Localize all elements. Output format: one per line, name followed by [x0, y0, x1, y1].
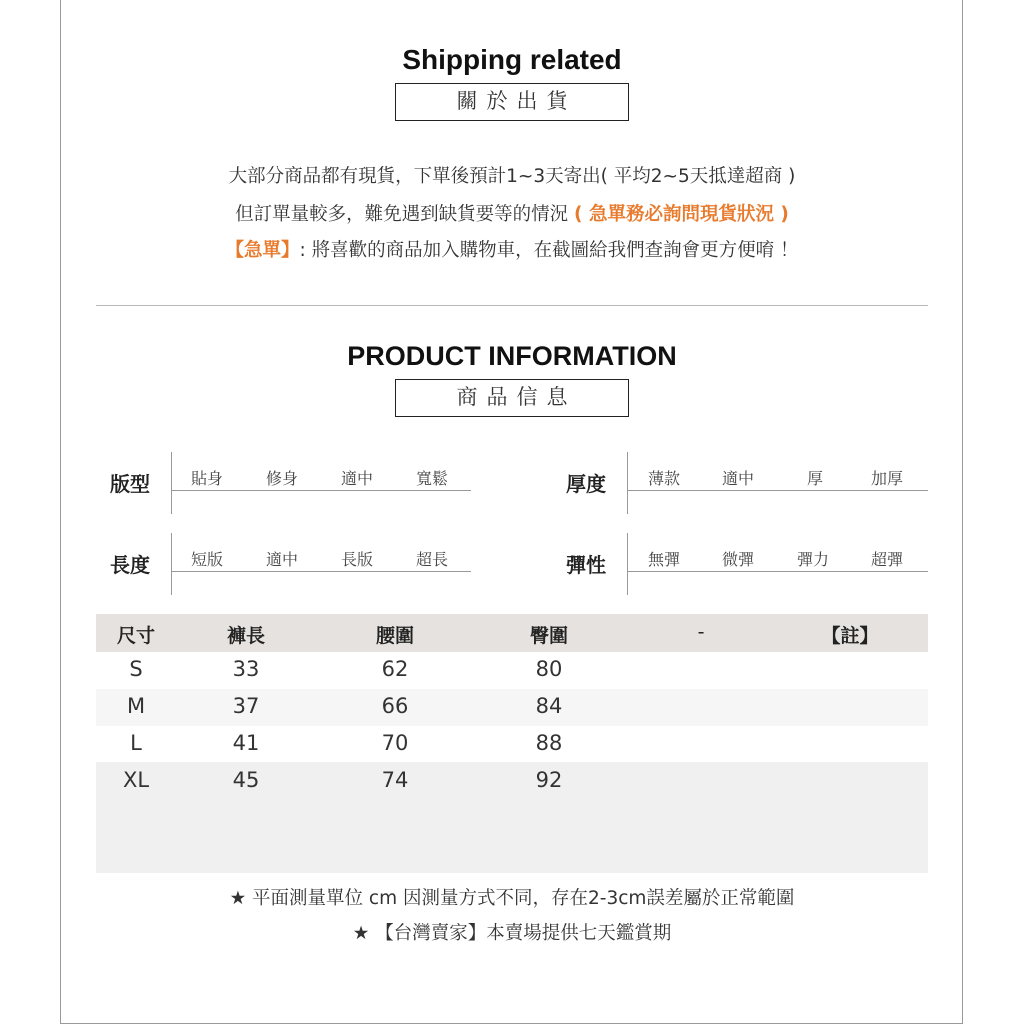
table-cell: M [126, 694, 146, 718]
table-cell: 45 [232, 768, 260, 792]
attr-thickness-option: 加厚 [871, 469, 904, 488]
attr-fit-option: 貼身 [191, 469, 224, 488]
attr-fit-option: 適中 [341, 469, 374, 488]
attr-elasticity-label: 彈性 [566, 553, 606, 577]
table-header-dash: - [697, 621, 705, 643]
shipping-line-2-text: 但訂單量較多，難免遇到缺貨要等的情況 [235, 204, 569, 225]
table-cell: L [130, 731, 142, 755]
table-cell: 92 [535, 768, 563, 792]
product-title-en: PRODUCT INFORMATION [347, 341, 677, 371]
attr-length-option: 適中 [266, 550, 299, 569]
table-cell: 33 [232, 657, 260, 681]
table-cell: S [129, 657, 143, 681]
shipping-line-3-text: : 將喜歡的商品加入購物車，在截圖給我們查詢會更方便唷 ！ [299, 240, 799, 261]
shipping-title-en: Shipping related [402, 44, 622, 75]
section-divider [96, 305, 928, 306]
attr-thickness-option: 適中 [722, 469, 755, 488]
table-cell: 88 [535, 731, 563, 755]
attr-elasticity-hline [627, 571, 928, 572]
attr-thickness-option: 厚 [807, 469, 824, 488]
shipping-line-1: 大部分商品都有現貨，下單後預計1~3天寄出( 平均2~5天抵達超商 ) [228, 166, 796, 187]
table-cell: XL [122, 768, 150, 792]
table-cell: 66 [381, 694, 409, 718]
product-title-zh: 商品信息 [395, 379, 629, 417]
measurement-note: ★ 平面測量單位 cm 因測量方式不同，存在2-3cm誤差屬於正常範圍 [229, 888, 795, 909]
attr-elasticity-option: 彈力 [797, 550, 830, 569]
attr-elasticity-option: 超彈 [871, 550, 904, 569]
attr-length-vline [171, 533, 172, 595]
shipping-title-zh: 關於出貨 [395, 83, 629, 121]
attr-elasticity-option: 無彈 [648, 550, 681, 569]
attr-thickness-hline [627, 490, 928, 491]
attr-thickness-vline [627, 452, 628, 514]
attr-fit-option: 寬鬆 [416, 469, 449, 488]
table-cell: 74 [381, 768, 409, 792]
attr-fit-label: 版型 [110, 472, 150, 496]
table-header-hip: 臀圍 [529, 625, 568, 647]
attr-fit-option: 修身 [266, 469, 299, 488]
table-header-size: 尺寸 [116, 625, 155, 647]
table-header-waist: 腰圍 [375, 625, 414, 647]
table-cell: 62 [381, 657, 409, 681]
shipping-line-2 [0, 200, 1024, 226]
attr-length-option: 長版 [341, 550, 374, 569]
table-header-note: 【註】 [821, 625, 879, 647]
table-header-length: 褲長 [226, 625, 265, 647]
seller-note: ★ 【台灣賣家】本賣場提供七天鑑賞期 [352, 923, 672, 944]
attr-fit-vline [171, 452, 172, 514]
shipping-line-3 [0, 236, 1024, 262]
attr-length-hline [171, 571, 471, 572]
shipping-line-3-highlight: 【急單】 [225, 240, 300, 261]
attr-length-option: 短版 [191, 550, 224, 569]
table-cell: 80 [535, 657, 563, 681]
attr-thickness-option: 薄款 [648, 469, 681, 488]
shipping-line-2-highlight: ( 急單務必詢問現貨狀況 ) [574, 204, 789, 225]
attr-fit-hline [171, 490, 471, 491]
attr-elasticity-vline [627, 533, 628, 595]
attr-length-label: 長度 [110, 553, 150, 577]
table-cell: 70 [381, 731, 409, 755]
attr-length-option: 超長 [416, 550, 449, 569]
table-cell: 41 [232, 731, 260, 755]
table-cell: 37 [232, 694, 260, 718]
table-cell: 84 [535, 694, 563, 718]
attr-thickness-label: 厚度 [566, 472, 606, 496]
attr-elasticity-option: 微彈 [722, 550, 755, 569]
